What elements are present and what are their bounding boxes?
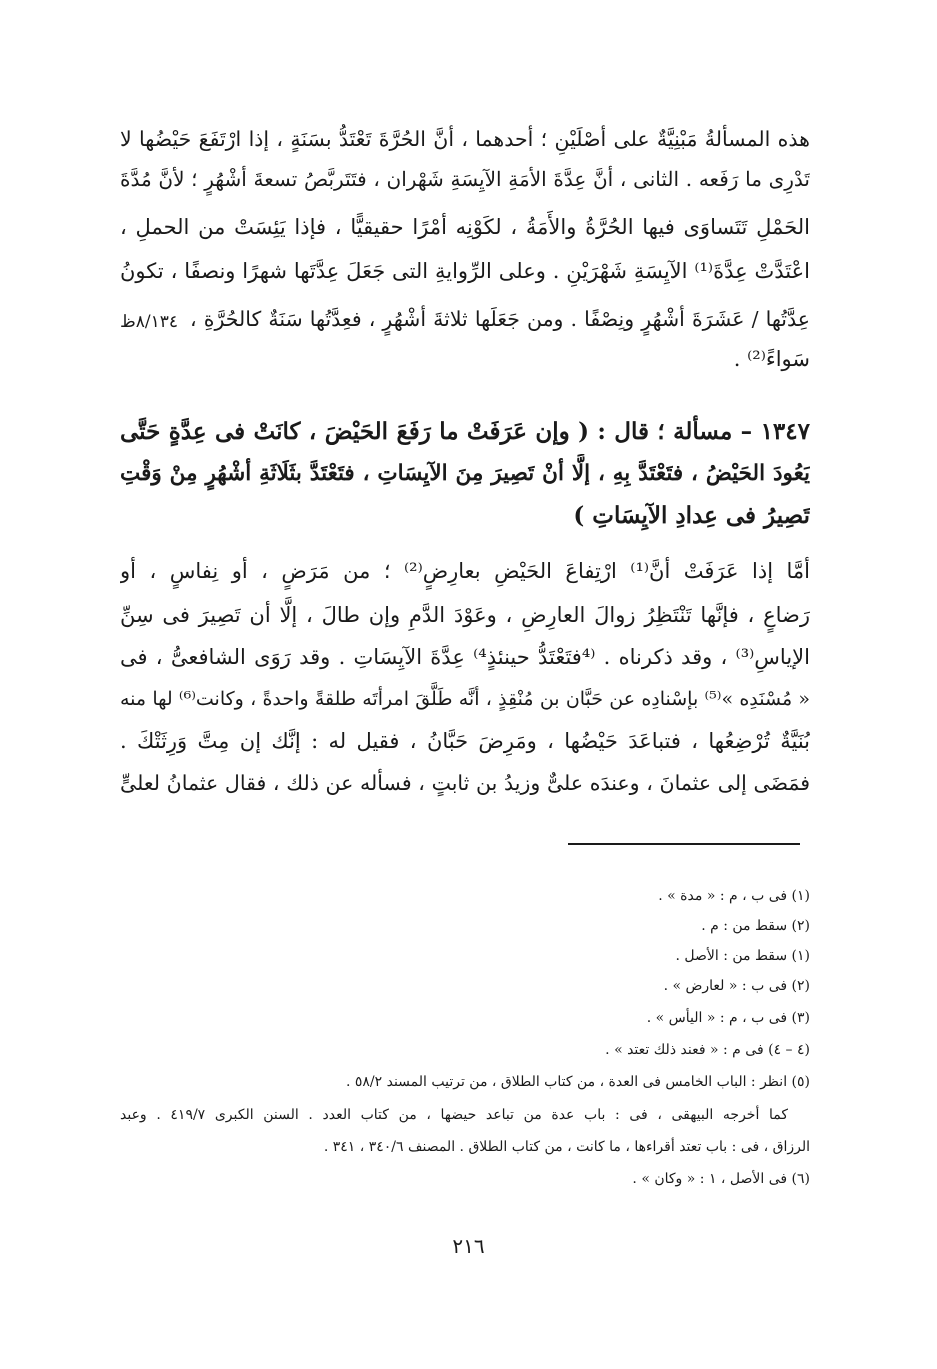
footnote: (٤ – ٤) فى م : « فعند ذلك تعتد » . — [605, 1042, 810, 1058]
text-line: الحَمْلِ تَتَساوَى فيها الحُرَّةُ والأَمَةُ ، لكَوْنِه أمْرًا حقيقيًّا ، فإذا يَئِسَتْ من الحملِ ، — [120, 215, 810, 239]
text-line: اعْتَدَّتْ عِدَّةَ⁽¹⁾ الآيِسَةِ شَهْرَيْنِ . وعلى الرِّوايةِ التى جَعَلَ عِدَّتَها شهرًا ونصفًا ، تكونُ — [120, 259, 810, 283]
footnote: (١) سقط من : الأصل . — [675, 948, 810, 964]
footnote: الرزاق ، فى : باب تعتد أقراءها ، ما كانت ، من كتاب الطلاق . المصنف ٣٤٠/٦ ، ٣٤١ . — [323, 1139, 810, 1155]
heading-line: يَعُودَ الحَيْضُ ، فتَعْتَدَّ بِهِ ، إلَّا أنْ تَصِيرَ مِنَ الآيِسَاتِ ، فتَعْتَدَّ بثَلَاثَةِ أشْهُرٍ مِنْ وَقْتِ — [120, 461, 810, 486]
heading-line: ١٣٤٧ – مسألة ؛ قال : ( وإن عَرَفَتْ ما رَفَعَ الحَيْضَ ، كانَتْ فى عِدَّةٍ حَتَّى — [120, 418, 810, 445]
footnote: (٢) سقط من : م . — [701, 918, 810, 934]
footnote-separator — [568, 843, 800, 845]
footnote: (٣) فى ب ، م : « اليأس » . — [646, 1010, 810, 1026]
footnote: (١) فى ب ، م : « مدة » . — [658, 888, 810, 904]
footnote: (٥) انظر : الباب الخامس فى العدة ، من كتاب الطلاق ، من ترتيب المسند ٥٨/٢ . — [345, 1074, 810, 1090]
footnote: كما أخرجه البيهقى ، فى : باب عدة من تباعد حيضها ، من كتاب العدد . السنن الكبرى ٤١٩/٧ . وعبد — [120, 1107, 788, 1123]
text-line: أمَّا إذا عَرَفَتْ أنَّ⁽¹⁾ ارْتِفاعَ الحَيْضِ بعارِضٍ⁽²⁾ ؛ من مَرَضٍ ، أو نِفاسٍ ، أو — [120, 559, 810, 583]
text-line: فمَضَى إلى عثمانَ ، وعندَه علىٌّ وزيدُ بن ثابتٍ ، فسأله عن ذلك ، فقال عثمانُ لعلىٍّ — [120, 771, 810, 795]
page-number: ٢١٦ — [452, 1234, 485, 1258]
folio-margin-note: ٨/١٣٤ظ — [120, 312, 178, 332]
text-line: عِدَّتُها / عَشَرَةَ أشْهُرٍ ونِصْفًا . ومن جَعَلَها ثلاثةَ أشْهُرٍ ، فعِدَّتُها سَنَةٌ كالحُرَّةِ ، — [190, 307, 810, 331]
text-line: رَضاعٍ ، فإنَّها تَنْتَظِرُ زوالَ العارِضِ ، وعَوْدَ الدَّمِ وإن طالَ ، إلَّا أن تَصِيرَ فى سِنِّ — [120, 603, 810, 627]
footnote: (٢) فى ب : « لعارض » . — [663, 978, 810, 994]
text-line: الإياسِ⁽³⁾ ، وقد ذكرناه . ⁽⁴فتَعْتَدُّ حينئذٍ⁴⁾ عِدَّةَ الآيِسَاتِ . وقد رَوَى الشافعىُّ ، فى — [120, 645, 810, 669]
text-line: هذه المسألةُ مَبْنِيَّةٌ على أصْلَيْنِ ؛ أحدهما ، أنَّ الحُرَّةَ تَعْتَدُّ بسَنَةٍ ، إذا ارْتَفَعَ حَيْضُها لا — [120, 127, 810, 151]
footnote: (٦) فى الأصل ، ١ : « وكان » . — [632, 1171, 810, 1187]
text-line: سَواءً⁽²⁾ . — [733, 347, 810, 371]
heading-line: تَصِيرُ فى عِدادِ الآيِسَاتِ ) — [573, 502, 810, 529]
text-line: تَدْرِى ما رَفَعه . الثانى ، أنَّ عِدَّةَ الأمَةِ الآيِسَةِ شَهْران ، فتَتَربَّصُ تسعةَ أشْهُرٍ ؛ لأنَّ مُدَّةَ — [120, 167, 810, 191]
text-line: « مُسْنَدِه »⁽⁵⁾ بإسْنادِه عن حَبَّان بن مُنْقِذٍ ، أنَّه طَلَّقَ امرأتَه طلقةً واحدةً ، وكانت⁽⁶⁾ لها منه — [120, 688, 810, 710]
text-line: بُنَيَّةٌ تُرْضِعُها ، فتباعَدَ حَيْضُها ، ومَرِضَ حَبَّانُ ، فقيل له : إنَّك إن مِتَّ وَرِثَتْكَ . — [120, 729, 810, 753]
